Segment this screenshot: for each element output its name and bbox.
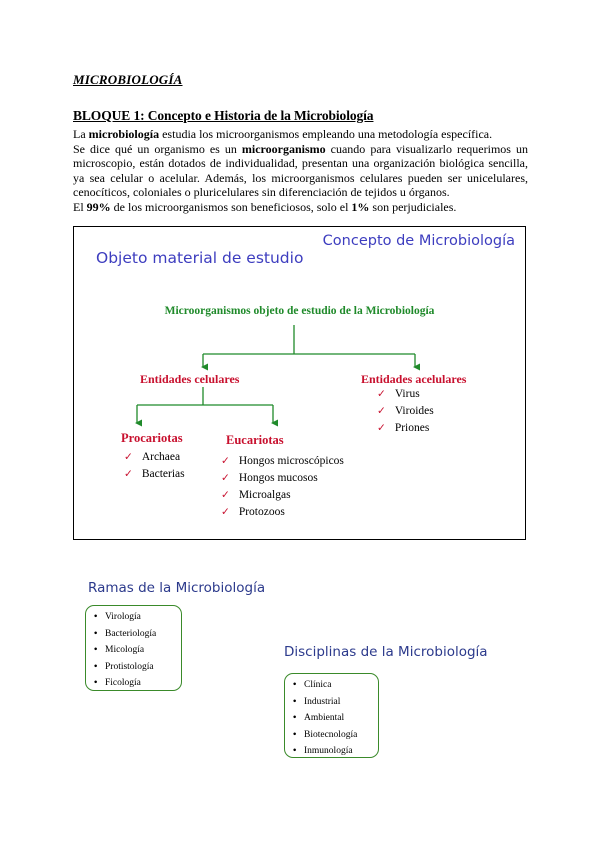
ramas-title: Ramas de la Microbiología	[88, 580, 266, 596]
list-item: • Virología	[94, 609, 181, 626]
list-item: ✓ Protozoos	[221, 506, 285, 518]
intro-text	[73, 127, 528, 215]
intro-paragraph-3: El 99% de los microorganismos son beneficiosos, solo el 1% son perjudiciales.	[73, 199, 457, 214]
bullet-icon: •	[94, 661, 98, 672]
list-item: • Inmunología	[293, 743, 378, 760]
disciplinas-list-box	[284, 673, 379, 758]
check-icon: ✓	[221, 506, 230, 518]
check-icon: ✓	[377, 388, 386, 400]
disciplinas-title: Disciplinas de la Microbiología	[284, 644, 488, 660]
acelulares-list	[377, 386, 434, 437]
objeto-title: Objeto material de estudio	[96, 249, 304, 267]
list-item: ✓ Microalgas	[221, 489, 291, 501]
list-item: ✓ Priones	[377, 422, 430, 434]
bullet-icon: •	[94, 612, 98, 622]
root-node: Microorganismos objeto de estudio de la Microbiología	[164, 305, 435, 317]
list-item: • Clínica	[293, 677, 378, 694]
bullet-icon: •	[94, 678, 98, 688]
check-icon: ✓	[124, 468, 133, 480]
procariotas-node: Procariotas	[121, 431, 183, 445]
block-title: BLOQUE 1: Concepto e Historia de la Microbiología	[73, 108, 374, 123]
concept-diagram	[73, 226, 526, 540]
document-title: MICROBIOLOGÍA	[73, 72, 183, 87]
list-item: • Ficología	[94, 675, 181, 692]
procariotas-list	[124, 449, 185, 483]
bullet-icon: •	[293, 729, 297, 740]
check-icon: ✓	[221, 455, 230, 467]
check-icon: ✓	[221, 472, 230, 484]
check-icon: ✓	[221, 489, 230, 501]
bullet-icon: •	[293, 746, 297, 756]
list-item: • Bacteriología	[94, 626, 181, 643]
bullet-icon: •	[293, 713, 297, 723]
eucariotas-list	[221, 453, 344, 521]
intro-paragraph-1: La microbiología estudia los microorganismos empleando una metodología específica.	[73, 127, 493, 141]
list-item: • Biotecnología	[293, 727, 378, 744]
check-icon: ✓	[124, 451, 133, 463]
list-item: ✓ Hongos mucosos	[221, 472, 318, 484]
bullet-icon: •	[293, 696, 297, 707]
check-icon: ✓	[377, 405, 386, 417]
intro-paragraph-2: Se dice qué un organismo es un microorganismo cuando para visualizarlo requerimos un microscopio, están dotados de individualidad, presentan una organización biológica sencilla, ya sea celular o acelular. Además, los microorganismos celulares pueden ser unicelulares, cenocíticos, coloniales o pluricelulares sin diferenciación de tejidos u órganos.	[73, 141, 528, 200]
check-icon: ✓	[377, 422, 386, 434]
list-item: ✓ Archaea	[124, 451, 181, 463]
list-item: • Micología	[94, 642, 181, 659]
bullet-icon: •	[94, 628, 98, 639]
list-item: • Ambiental	[293, 710, 378, 727]
list-item: ✓ Hongos microscópicos	[221, 455, 344, 467]
ramas-list-box	[85, 605, 182, 691]
eucariotas-node: Eucariotas	[226, 433, 284, 447]
bullet-icon: •	[94, 645, 98, 655]
list-item: ✓ Bacterias	[124, 468, 185, 480]
list-item: ✓ Virus	[377, 388, 420, 400]
list-item: • Protistología	[94, 659, 181, 676]
celulares-node: Entidades celulares	[140, 372, 240, 386]
concept-title: Concepto de Microbiología	[322, 233, 515, 249]
bullet-icon: •	[293, 680, 297, 690]
acelulares-node: Entidades acelulares	[361, 372, 467, 386]
list-item: • Industrial	[293, 694, 378, 711]
list-item: ✓ Viroides	[377, 405, 434, 417]
